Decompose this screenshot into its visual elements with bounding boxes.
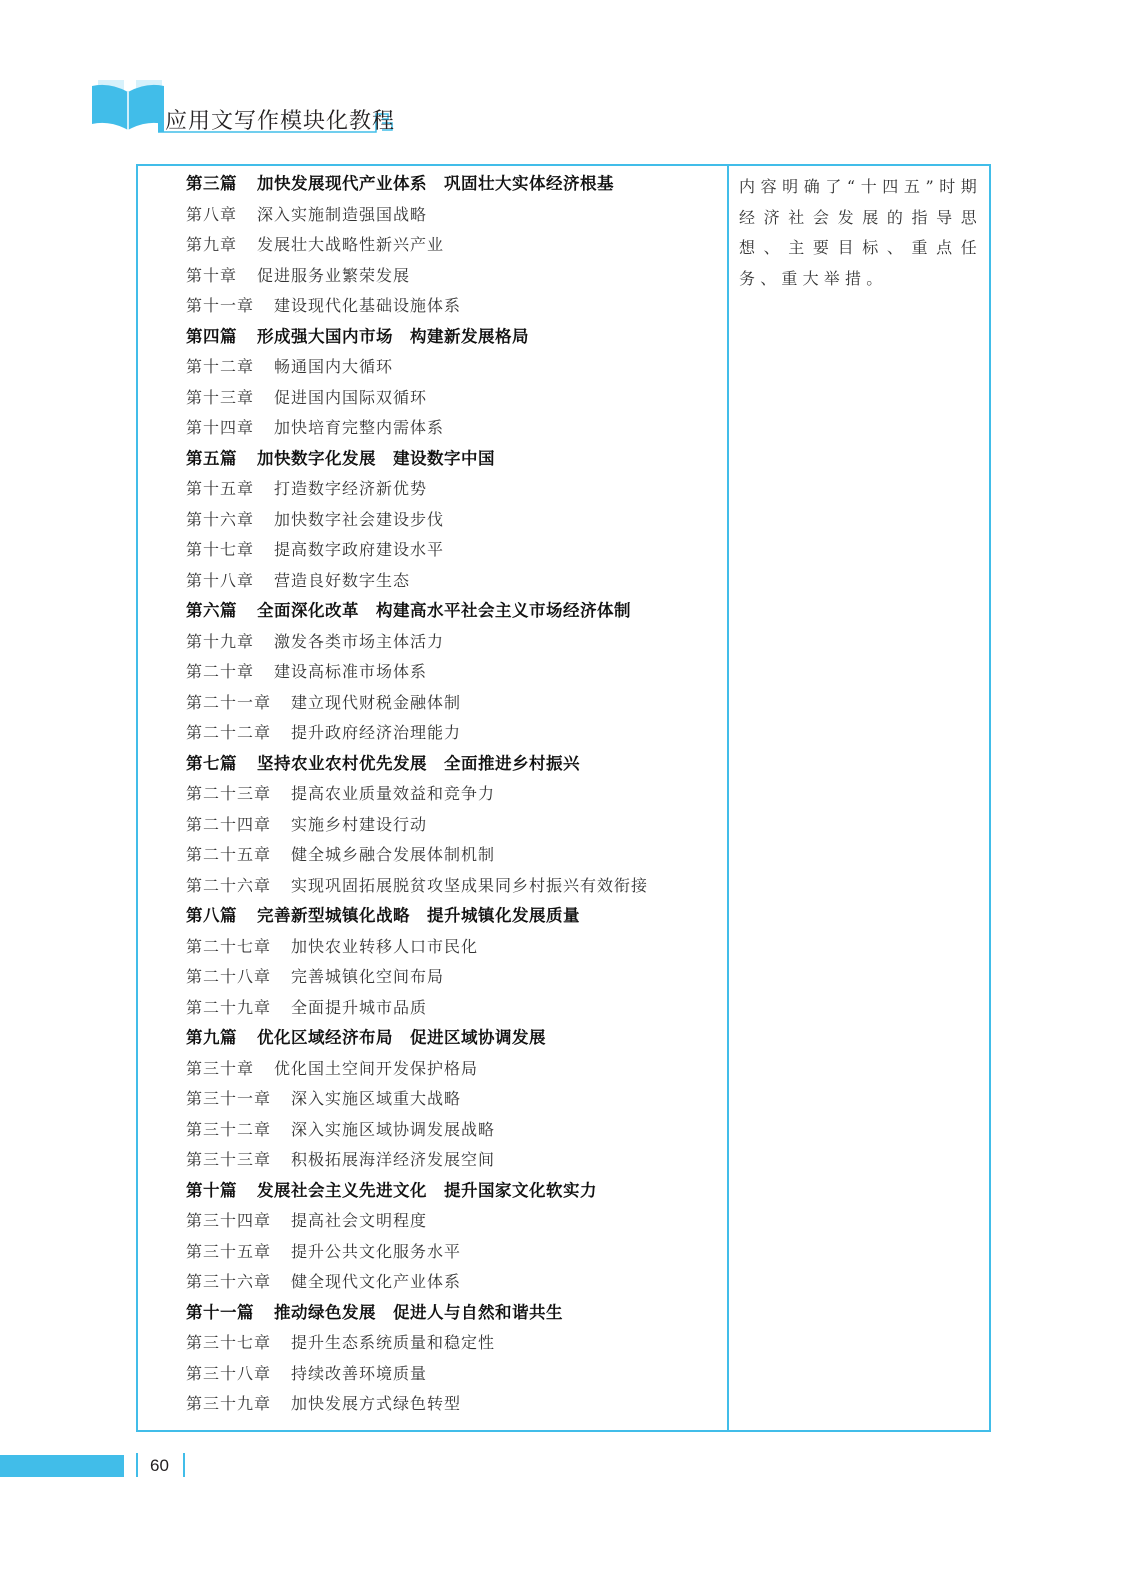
part-title: 全面深化改革 构建高水平社会主义市场经济体制 [257,601,631,620]
chapter-title: 深入实施区域重大战略 [291,1089,462,1108]
chapter-label: 第三十三章 [186,1150,272,1169]
chapter-title: 建立现代财税金融体制 [291,692,462,712]
chapter-entry [186,871,721,902]
chapter-entry [186,962,721,993]
chapter-label: 第二十四章 [186,814,272,834]
chapter-entry [186,200,721,231]
chapter-label: 第二十五章 [186,845,272,864]
chapter-title: 深入实施区域协调发展战略 [291,1119,496,1139]
chapter-label: 第三十九章 [186,1394,272,1413]
chapter-entry [186,627,721,658]
chapter-entry [186,352,721,383]
chapter-entry [186,840,721,871]
chapter-title: 促进国内国际双循环 [274,387,428,407]
chapter-title: 加快农业转移人口市民化 [291,936,479,956]
chapter-entry [186,810,721,841]
part-heading [186,749,721,780]
chapter-entry [186,535,721,566]
part-heading [186,322,721,353]
chapter-title: 提升公共文化服务水平 [291,1241,462,1261]
chapter-title: 健全城乡融合发展体制机制 [291,845,496,864]
chapter-label: 第十五章 [186,479,255,498]
chapter-title: 实现巩固拓展脱贫攻坚成果同乡村振兴有效衔接 [291,875,649,895]
chapter-label: 第十八章 [186,570,255,590]
part-title: 推动绿色发展 促进人与自然和谐共生 [274,1302,563,1322]
part-title: 发展社会主义先进文化 提升国家文化软实力 [257,1180,597,1200]
chapter-entry [186,932,721,963]
table-of-contents [186,169,721,1420]
content-table [136,164,991,1432]
chapter-label: 第二十六章 [186,875,272,895]
chapter-label: 第十三章 [186,387,255,407]
chapter-label: 第三十四章 [186,1211,272,1230]
chapter-title: 提升政府经济治理能力 [291,723,462,742]
chapter-label: 第二十三章 [186,784,272,803]
chapter-entry [186,291,721,322]
chapter-entry [186,657,721,688]
chapter-entry [186,1359,721,1390]
chapter-title: 深入实施制造强国战略 [257,204,428,224]
part-heading [186,444,721,475]
running-header [92,74,402,136]
chapter-label: 第八章 [186,204,238,224]
chapter-entry [186,1054,721,1085]
part-heading [186,596,721,627]
part-label: 第五篇 [186,448,237,468]
part-label: 第十一篇 [186,1302,254,1322]
chapter-title: 健全现代文化产业体系 [291,1272,462,1291]
chapter-entry [186,1115,721,1146]
part-heading [186,169,721,200]
chapter-title: 实施乡村建设行动 [291,814,428,834]
chapter-title: 提高社会文明程度 [291,1211,428,1230]
chapter-entry [186,230,721,261]
chapter-title: 全面提升城市品质 [291,997,428,1017]
chapter-label: 第三十一章 [186,1089,272,1108]
column-divider [727,166,729,1430]
chapter-label: 第三十二章 [186,1119,272,1139]
chapter-entry [186,413,721,444]
chapter-title: 提高农业质量效益和竞争力 [291,784,496,803]
page-number: 60 [150,1456,169,1475]
chapter-entry [186,383,721,414]
part-heading [186,1176,721,1207]
chapter-label: 第二十二章 [186,723,272,742]
part-title: 加快发展现代产业体系 巩固壮大实体经济根基 [257,174,614,193]
chapter-label: 第十一章 [186,296,255,315]
part-label: 第六篇 [186,601,237,620]
chapter-title: 营造良好数字生态 [274,570,411,590]
book-title: 应用文写作模块化教程 [165,109,396,134]
part-heading [186,901,721,932]
chapter-title: 提高数字政府建设水平 [274,540,445,559]
chapter-title: 建设高标准市场体系 [274,662,428,681]
part-heading [186,1023,721,1054]
chapter-title: 建设现代化基础设施体系 [274,296,462,315]
chapter-label: 第二十一章 [186,692,272,712]
chapter-title: 完善城镇化空间布局 [291,967,445,986]
chapter-entry [186,993,721,1024]
part-label: 第三篇 [186,174,237,193]
chapter-label: 第三十六章 [186,1272,272,1291]
chapter-entry [186,474,721,505]
part-title: 完善新型城镇化战略 提升城镇化发展质量 [257,906,580,925]
chapter-entry [186,505,721,536]
chapter-entry [186,1237,721,1268]
chapter-label: 第二十八章 [186,967,272,986]
part-label: 第十篇 [186,1180,237,1200]
chapter-title: 提升生态系统质量和稳定性 [291,1333,496,1352]
chapter-label: 第九章 [186,235,238,254]
part-label: 第七篇 [186,753,237,773]
chapter-entry [186,1206,721,1237]
chapter-title: 积极拓展海洋经济发展空间 [291,1150,496,1169]
chapter-title: 激发各类市场主体活力 [274,631,445,651]
footer-color-bar [0,1455,124,1477]
chapter-title: 畅通国内大循环 [274,357,394,376]
part-label: 第四篇 [186,326,237,346]
chapter-entry [186,1267,721,1298]
footer-divider-right [183,1453,185,1477]
chapter-label: 第二十九章 [186,997,272,1017]
part-label: 第九篇 [186,1028,237,1047]
chapter-title: 打造数字经济新优势 [274,479,428,498]
chapter-entry [186,1145,721,1176]
chapter-title: 加快发展方式绿色转型 [291,1394,462,1413]
part-title: 加快数字化发展 建设数字中国 [257,448,495,468]
chapter-label: 第二十七章 [186,936,272,956]
chapter-entry [186,779,721,810]
chapter-entry [186,718,721,749]
chapter-label: 第二十章 [186,662,255,681]
chapter-label: 第三十七章 [186,1333,272,1352]
chapter-entry [186,1389,721,1420]
chapter-label: 第十二章 [186,357,255,376]
explanation-note: 内容明确了“十四五”时期经济社会发展的指导思想、主要目标、重点任务、重大举措。 [739,177,982,288]
chapter-label: 第十章 [186,265,238,285]
chapter-label: 第三十五章 [186,1241,272,1261]
part-title: 坚持农业农村优先发展 全面推进乡村振兴 [257,753,580,773]
chapter-entry [186,261,721,292]
chapter-label: 第三十八章 [186,1363,272,1383]
chapter-entry [186,566,721,597]
chapter-title: 加快数字社会建设步伐 [274,509,445,529]
chapter-title: 促进服务业繁荣发展 [257,265,411,285]
chapter-label: 第十九章 [186,631,255,651]
chapter-label: 第十七章 [186,540,255,559]
chapter-label: 第三十章 [186,1058,255,1078]
part-title: 优化区域经济布局 促进区域协调发展 [257,1028,546,1047]
chapter-entry [186,688,721,719]
part-heading [186,1298,721,1329]
chapter-title: 加快培育完整内需体系 [274,418,445,437]
chapter-title: 持续改善环境质量 [291,1363,428,1383]
chapter-label: 第十六章 [186,509,255,529]
chapter-title: 发展壮大战略性新兴产业 [257,235,445,254]
part-title: 形成强大国内市场 构建新发展格局 [257,326,529,346]
chapter-entry [186,1328,721,1359]
footer-divider-left [136,1453,138,1477]
part-label: 第八篇 [186,906,237,925]
chapter-label: 第十四章 [186,418,255,437]
chapter-entry [186,1084,721,1115]
chapter-title: 优化国土空间开发保护格局 [274,1058,479,1078]
